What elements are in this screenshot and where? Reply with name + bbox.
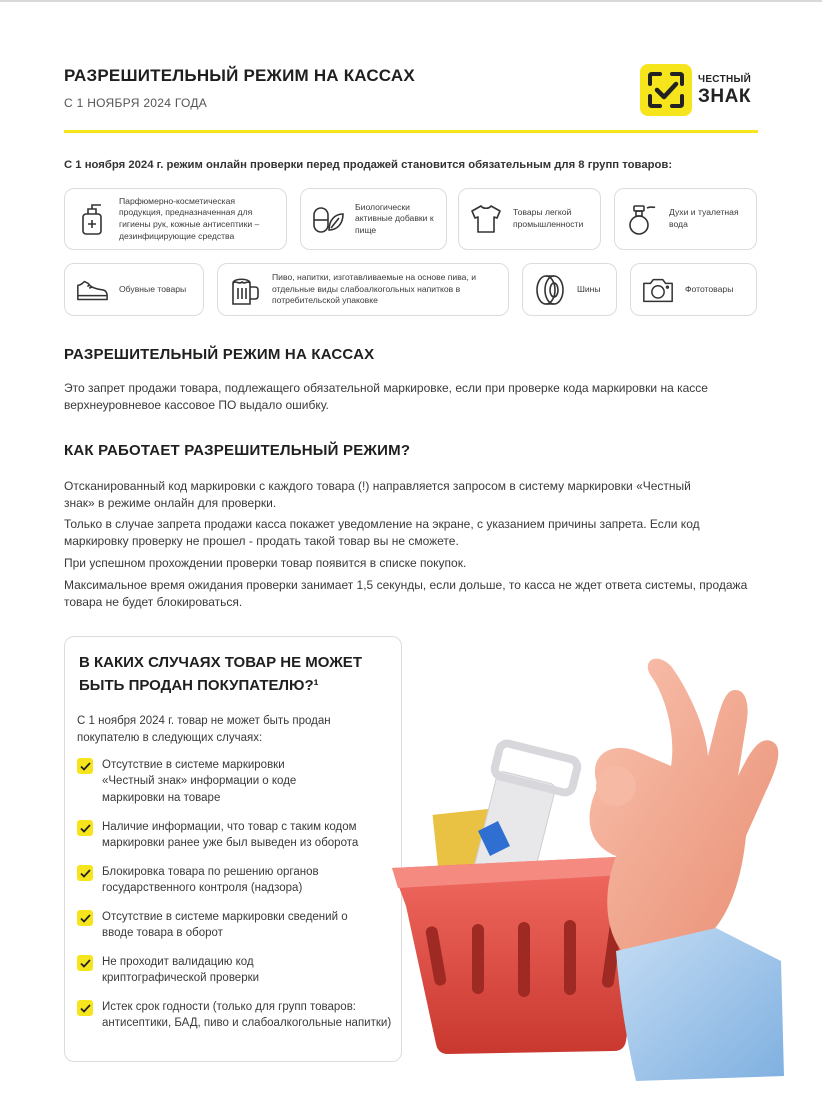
category-card-tires bbox=[522, 263, 617, 316]
page-title: РАЗРЕШИТЕЛЬНЫЙ РЕЖИМ НА КАССАХ bbox=[64, 66, 415, 85]
category-label: Парфюмерно-косметическая продукция, предназначенная для гигиены рук, кожные антисептики – дезинфицирующие средства bbox=[119, 195, 260, 241]
category-label: Духи и туалетная вода bbox=[669, 207, 739, 229]
category-card-supplements bbox=[300, 188, 447, 250]
category-label: Биологически активные добавки к пище bbox=[355, 201, 434, 235]
refusal-cases-box bbox=[64, 636, 402, 1062]
perfume-icon bbox=[625, 202, 659, 236]
category-card-perfume bbox=[614, 188, 757, 250]
how-it-works-paragraph: Максимальное время ожидания проверки занимает 1,5 секунды, если дольше, то касса не ждет ответа системы, продажа товара не будет блокироваться. bbox=[64, 578, 748, 610]
case-label: Не проходит валидацию код криптографической проверки bbox=[102, 956, 260, 985]
section-text-mode: Это запрет продажи товара, подлежащего обязательной маркировке, если при проверке кода маркировки на кассе верхнеуровневое кассовое ПО выдало ошибку. bbox=[64, 381, 708, 413]
how-it-works-paragraph: Отсканированный код маркировки с каждого товара (!) направляется запросом в систему маркировки «Честный знак» в режиме онлайн для проверки. bbox=[64, 479, 691, 511]
how-it-works-paragraph: При успешном прохождении проверки товар появится в списке покупок. bbox=[64, 556, 467, 570]
category-label: Пиво, напитки, изготавливаемые на основе пива, и отдельные виды слабоалкогольных напитков в потребительской упаковке bbox=[272, 272, 477, 306]
checkmark-logo-icon bbox=[640, 64, 692, 116]
refusal-cases-intro: С 1 ноября 2024 г. товар не может быть продан покупателю в следующих случаях: bbox=[77, 715, 331, 744]
how-it-works-paragraph: Только в случае запрета продажи касса покажет уведомление на экране, с указанием причины запрета. Если код маркировку проверку не прошел - продать такой товар вы не сможете. bbox=[64, 517, 700, 549]
camera-icon bbox=[641, 273, 675, 307]
beer-mug-icon bbox=[228, 273, 262, 307]
category-card-beer bbox=[217, 263, 509, 316]
category-card-apparel bbox=[458, 188, 601, 250]
category-label: Шины bbox=[577, 283, 601, 294]
section-heading-mode: РАЗРЕШИТЕЛЬНЫЙ РЕЖИМ НА КАССАХ bbox=[64, 346, 375, 363]
list-item bbox=[77, 864, 393, 897]
list-item bbox=[77, 819, 393, 852]
yellow-divider bbox=[64, 130, 758, 133]
checkbox-checked-icon bbox=[77, 865, 93, 881]
chestny-znak-logo bbox=[640, 64, 751, 116]
case-label: Отсутствие в системе маркировки сведений о вводе товара в оборот bbox=[102, 911, 348, 940]
case-label: Блокировка товара по решению органов государственного контроля (надзора) bbox=[102, 866, 319, 895]
category-card-photo bbox=[630, 263, 757, 316]
list-item bbox=[77, 757, 393, 806]
supplement-capsule-icon bbox=[311, 202, 345, 236]
logo-word-top: ЧЕСТНЫЙ bbox=[698, 73, 752, 85]
checkbox-checked-icon bbox=[77, 910, 93, 926]
refusal-cases-heading: В КАКИХ СЛУЧАЯХ ТОВАР НЕ МОЖЕТ БЫТЬ ПРОДАН ПОКУПАТЕЛЮ?¹ bbox=[79, 654, 362, 695]
sanitizer-bottle-icon bbox=[75, 202, 109, 236]
checkbox-checked-icon bbox=[77, 820, 93, 836]
category-card-footwear bbox=[64, 263, 204, 316]
checkbox-checked-icon bbox=[77, 758, 93, 774]
basket-and-ok-hand-illustration bbox=[386, 656, 806, 1086]
section-heading-how-it-works: КАК РАБОТАЕТ РАЗРЕШИТЕЛЬНЫЙ РЕЖИМ? bbox=[64, 442, 411, 459]
checkbox-checked-icon bbox=[77, 1000, 93, 1016]
category-label: Обувные товары bbox=[119, 283, 187, 294]
case-label: Истек срок годности (только для групп товаров: антисептики, БАД, пиво и слабоалкогольные напитки) bbox=[102, 1001, 392, 1030]
tire-icon bbox=[533, 273, 567, 307]
page-subtitle: С 1 НОЯБРЯ 2024 ГОДА bbox=[64, 96, 208, 110]
case-label: Отсутствие в системе маркировки «Честный знак» информации о коде маркировки на товаре bbox=[102, 759, 297, 804]
tshirt-icon bbox=[469, 202, 503, 236]
list-item bbox=[77, 909, 393, 942]
sneaker-icon bbox=[75, 273, 109, 307]
checkbox-checked-icon bbox=[77, 955, 93, 971]
list-item bbox=[77, 999, 393, 1032]
case-label: Наличие информации, что товар с таким кодом маркировки ранее уже был выведен из оборота bbox=[102, 821, 359, 850]
list-item bbox=[77, 954, 393, 987]
categories-intro: С 1 ноября 2024 г. режим онлайн проверки перед продажей становится обязательным для 8 групп товаров: bbox=[64, 159, 673, 171]
category-label: Фототовары bbox=[685, 283, 734, 294]
logo-word-bottom: ЗНАК bbox=[698, 85, 751, 107]
top-divider bbox=[0, 0, 822, 2]
category-label: Товары легкой промышленности bbox=[513, 207, 584, 229]
category-card-sanitizer bbox=[64, 188, 287, 250]
